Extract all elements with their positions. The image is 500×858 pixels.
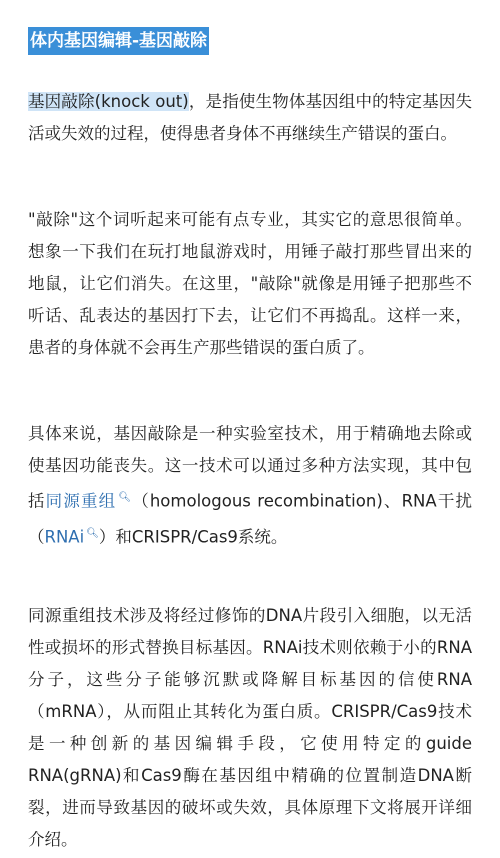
paragraph-techniques: 同源重组技术涉及将经过修饰的DNA片段引入细胞，以无活性或损坏的形式替换目标基因。RNAi技术则依赖于小的RNA分子，这些分子能够沉默或降解目标基因的信使RNA（mRNA），从而阻止其转化为蛋白质。CRISPR/Cas9技术是一种创新的基因编辑手段，它使用特定的guide RNA(gRNA)和Cas9酶在基因组中精确的位置制造DNA断裂，进而导致基因的破坏或失效，具体原理下文将展开详细介绍。	[28, 606, 472, 849]
search-icon[interactable]: 🔍︎	[86, 527, 99, 539]
search-icon[interactable]: 🔍︎	[118, 492, 133, 503]
paragraph-text: ，是指使生物体基因组中的特定基因失活或失效的过程，使得患者身体不再继续生产错误的蛋白。	[28, 92, 472, 143]
paragraph-text: 具体来说，基因敲除是一种实验室技术，用于精确地去除或使基因功能丧失。这一技术可以通过多种方法实现，其中包括	[28, 424, 472, 511]
paragraph-methods	[28, 418, 472, 553]
paragraph-text: ）和CRISPR/Cas9系统。	[98, 527, 288, 546]
paragraph-definition	[28, 86, 472, 150]
paragraph-text: （homologous recombination)、RNA干扰（	[28, 491, 473, 546]
link-homologous-recombination[interactable]: 同源重组	[45, 491, 117, 511]
paragraph-analogy: "敲除"这个词听起来可能有点专业，其实它的意思很简单。想象一下我们在玩打地鼠游戏时，用锤子敲打那些冒出来的地鼠，让它们消失。在这里，"敲除"就像是用锤子把那些不听话、乱表达的基因打下去，让它们不再捣乱。这样一来，患者的身体就不会再生产那些错误的蛋白质了。	[28, 210, 472, 357]
section-heading: 体内基因编辑-基因敲除	[28, 27, 209, 55]
link-rnai[interactable]: RNAi	[44, 527, 85, 546]
highlighted-term: 基因敲除(knock out)	[28, 92, 189, 111]
